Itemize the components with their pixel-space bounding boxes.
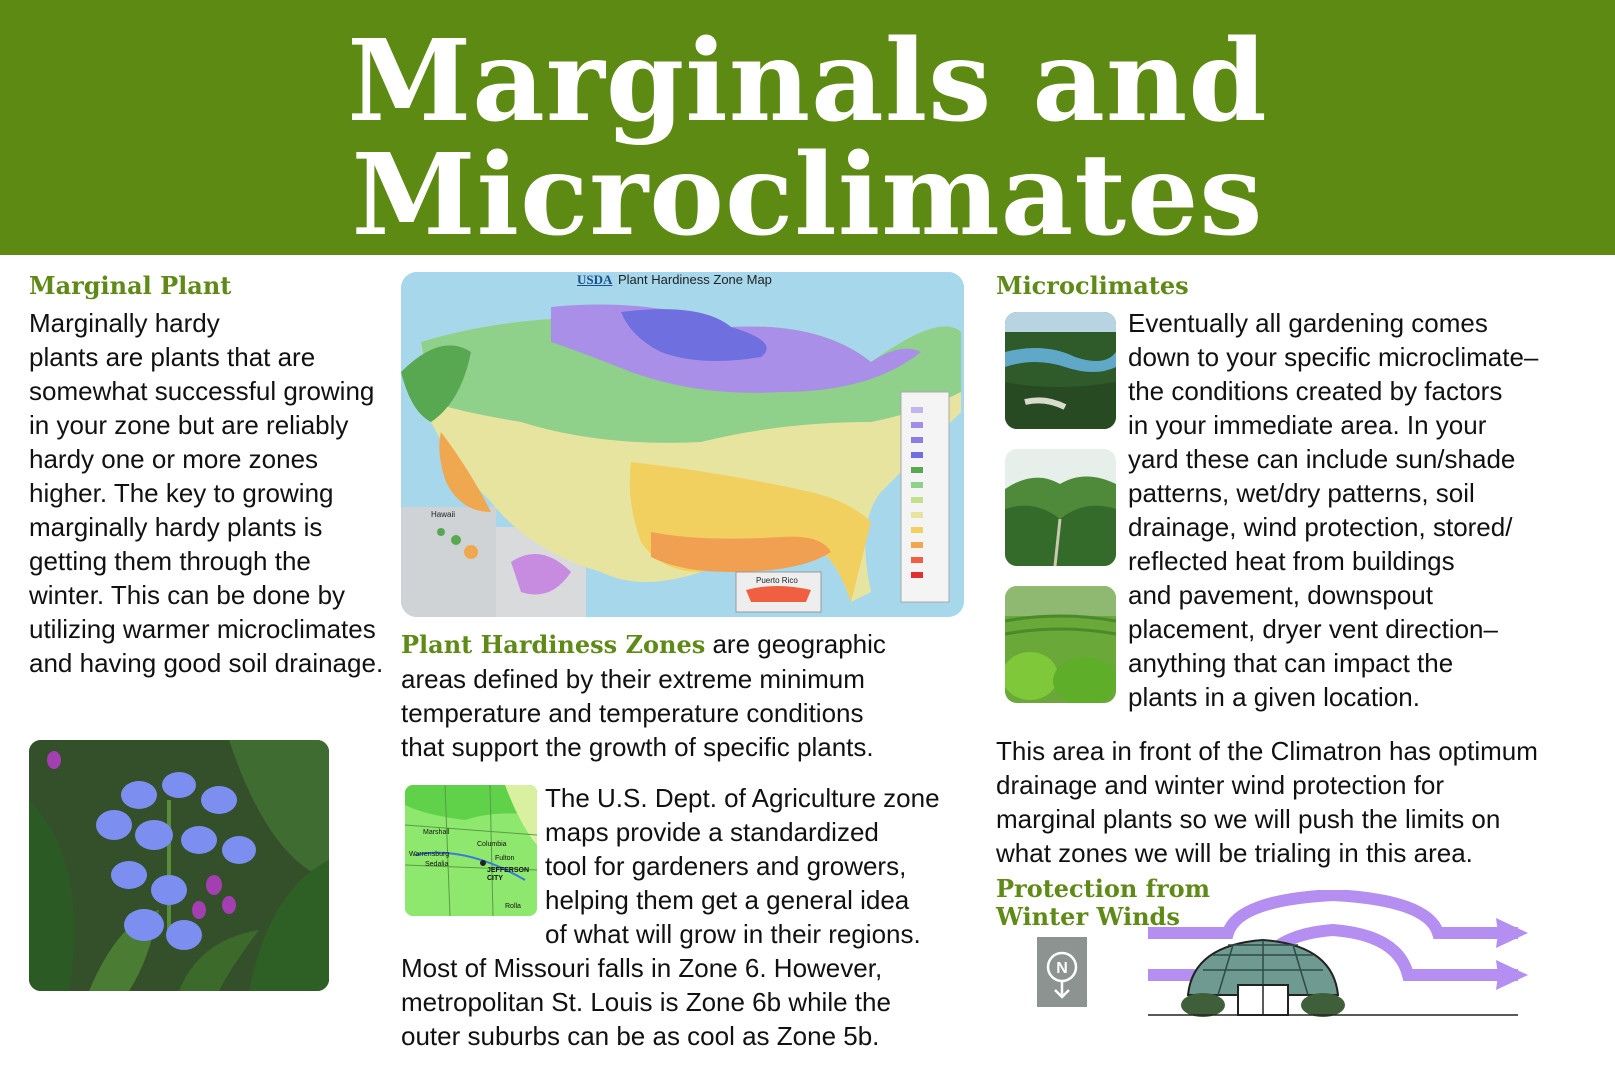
text-line: maps provide a standardized bbox=[545, 817, 879, 847]
text-line: This area in front of the Climatron has optimum bbox=[996, 736, 1538, 766]
compass-letter: N bbox=[1056, 960, 1068, 977]
hardiness-zones-text bbox=[401, 627, 886, 764]
text-line: utilizing warmer microclimates bbox=[29, 614, 376, 644]
title-banner bbox=[0, 0, 1615, 261]
usda-logo: USDA bbox=[577, 272, 613, 287]
text-line: Most of Missouri falls in Zone 6. However, bbox=[401, 953, 883, 983]
usda-zone-text bbox=[545, 781, 940, 951]
text-line: in your zone but are reliably bbox=[29, 410, 349, 440]
map-inset-puerto-rico-label: Puerto Rico bbox=[756, 576, 798, 585]
text-line: metropolitan St. Louis is Zone 6b while the bbox=[401, 987, 891, 1017]
text-line: winter. This can be done by bbox=[29, 580, 346, 610]
tea-plantation-photo bbox=[1005, 586, 1116, 703]
map-title: Plant Hardiness Zone Map bbox=[618, 272, 772, 287]
valley-landscape-photo bbox=[1005, 449, 1116, 566]
map-label-sedalia: Sedalia bbox=[425, 861, 449, 868]
map-label-rolla: Rolla bbox=[505, 903, 521, 910]
text-line: outer suburbs can be as cool as Zone 5b. bbox=[401, 1021, 880, 1051]
valley-landscape-graphic bbox=[1005, 449, 1116, 566]
text-line: that support the growth of specific plants. bbox=[401, 732, 874, 762]
wind-arrow-upper-head bbox=[1496, 918, 1528, 948]
text-line: plants in a given location. bbox=[1128, 682, 1420, 712]
map-label-marshall: Marshall bbox=[423, 829, 450, 836]
map-label-columbia: Columbia bbox=[477, 841, 507, 848]
text-line: higher. The key to growing bbox=[29, 478, 334, 508]
hardiness-zones-heading: Plant Hardiness Zones bbox=[401, 630, 706, 659]
usda-hardiness-zone-map bbox=[401, 272, 964, 617]
text-line: Eventually all gardening comes bbox=[1128, 308, 1488, 338]
text-line: temperature and temperature conditions bbox=[401, 698, 864, 728]
wind-arrow-lower-head bbox=[1496, 960, 1528, 990]
us-zone-map-graphic bbox=[401, 272, 964, 617]
map-label-jefferson-city: JEFFERSON bbox=[487, 867, 530, 874]
map-label-warrensburg: Warrensburg bbox=[409, 851, 450, 858]
protection-heading-line-1: Protection from bbox=[996, 874, 1211, 903]
map-inset-hawaii-label: Hawaii bbox=[431, 510, 456, 519]
river-landscape-photo bbox=[1005, 312, 1116, 429]
text-line: getting them through the bbox=[29, 546, 311, 576]
tea-plantation-graphic bbox=[1005, 586, 1116, 703]
map-label-fulton: Fulton bbox=[495, 855, 515, 862]
text-line: plants are plants that are bbox=[29, 342, 316, 372]
text-line: patterns, wet/dry patterns, soil bbox=[1128, 478, 1475, 508]
marginal-plant-heading: Marginal Plant bbox=[29, 271, 232, 300]
text-line: tool for gardeners and growers, bbox=[545, 851, 907, 881]
text-line: down to your specific microclimate– bbox=[1128, 342, 1539, 372]
text-line: marginally hardy plants is bbox=[29, 512, 323, 542]
missouri-zone-text bbox=[401, 951, 891, 1053]
text-line: in your immediate area. In your bbox=[1128, 410, 1487, 440]
text-line bbox=[401, 627, 886, 662]
text-line: hardy one or more zones bbox=[29, 444, 319, 474]
microclimates-text bbox=[1128, 306, 1538, 714]
marginal-plant-text bbox=[29, 306, 383, 680]
text-line: drainage, wind protection, stored/ bbox=[1128, 512, 1513, 542]
map-label-city: CITY bbox=[487, 875, 503, 882]
text-line: of what will grow in their regions. bbox=[545, 919, 921, 949]
river-landscape-graphic bbox=[1005, 312, 1116, 429]
page-title-line-1: Marginals and bbox=[347, 16, 1268, 147]
protection-heading-line-2: Winter Winds bbox=[996, 902, 1180, 931]
text-line: reflected heat from buildings bbox=[1128, 546, 1455, 576]
text-line: what zones we will be trialing in this area. bbox=[996, 838, 1473, 868]
text-line: yard these can include sun/shade bbox=[1128, 444, 1516, 474]
text-line: Marginally hardy bbox=[29, 308, 220, 338]
text-fragment: are geographic bbox=[705, 629, 886, 659]
text-line: marginal plants so we will push the limits on bbox=[996, 804, 1501, 834]
page-title-line-2: Microclimates bbox=[351, 130, 1264, 261]
bluebells-flower-photo bbox=[29, 740, 329, 991]
missouri-zone-map bbox=[405, 785, 537, 916]
text-line: drainage and winter wind protection for bbox=[996, 770, 1445, 800]
text-line: and pavement, downspout bbox=[1128, 580, 1433, 610]
text-line: placement, dryer vent direction– bbox=[1128, 614, 1498, 644]
text-line: areas defined by their extreme minimum bbox=[401, 664, 865, 694]
text-line: the conditions created by factors bbox=[1128, 376, 1503, 406]
text-line: The U.S. Dept. of Agriculture zone bbox=[545, 783, 940, 813]
text-line: anything that can impact the bbox=[1128, 648, 1454, 678]
bluebells-illustration bbox=[29, 740, 329, 991]
microclimates-heading: Microclimates bbox=[996, 271, 1189, 300]
text-line: helping them get a general idea bbox=[545, 885, 910, 915]
north-compass-icon bbox=[1037, 937, 1087, 1007]
text-line: somewhat successful growing bbox=[29, 376, 375, 406]
text-line: and having good soil drainage. bbox=[29, 648, 384, 678]
climatron-text bbox=[996, 734, 1538, 870]
climatron-wind-diagram bbox=[1148, 890, 1528, 1030]
compass-graphic bbox=[1037, 937, 1087, 1007]
